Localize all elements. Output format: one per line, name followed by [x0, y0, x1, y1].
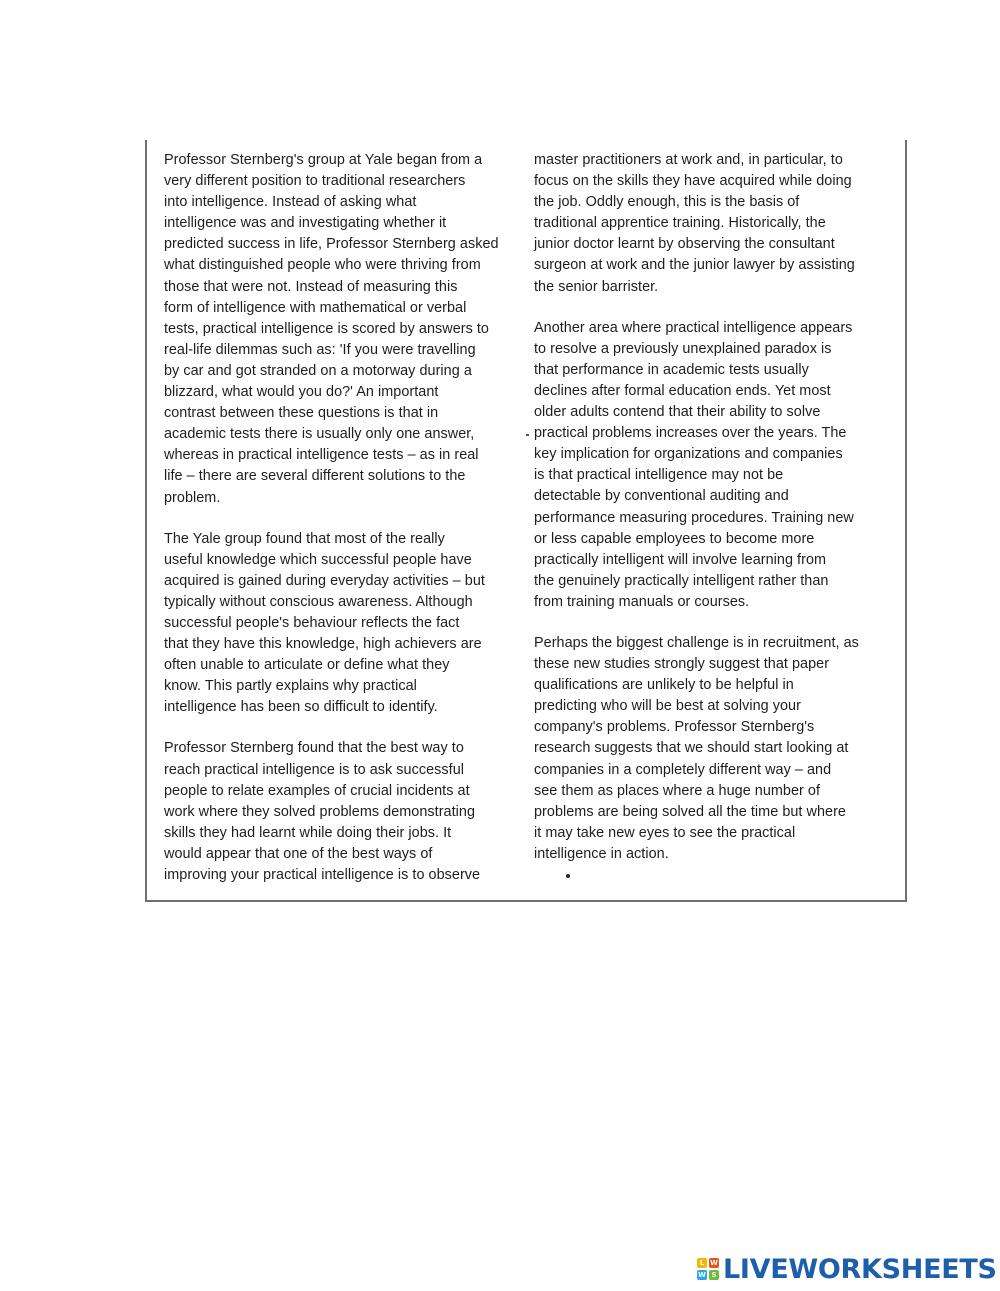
text-line: practical problems increases over the years. The — [534, 425, 847, 442]
text-line: Professor Sternberg's group at Yale began from a — [164, 152, 483, 168]
text-line: research suggests that we should start looking at — [534, 740, 849, 757]
text-line: that performance in academic tests usually — [534, 361, 809, 378]
text-line: is that practical intelligence may not be — [534, 467, 784, 484]
text-line: key implication for organizations and companies — [534, 446, 843, 463]
stray-mark — [526, 434, 529, 436]
text-line: blizzard, what would you do?' An important — [164, 384, 439, 401]
text-line: qualifications are unlikely to be helpful in — [534, 677, 794, 694]
text-line: surgeon at work and the junior lawyer by assisting — [534, 257, 855, 274]
text-line: the senior barrister. — [534, 278, 659, 295]
text-line: Another area where practical intelligence appears — [534, 319, 853, 336]
left-column — [164, 150, 524, 906]
text-line: intelligence was and investigating whether it — [164, 215, 447, 232]
text-line: typically without conscious awareness. Although — [164, 593, 473, 610]
text-line: company's problems. Professor Sternberg's — [534, 719, 815, 736]
right-column — [534, 150, 892, 885]
text-line: life – there are several different solutions to the — [164, 468, 466, 485]
logo-cell: S — [709, 1270, 719, 1280]
paragraph — [534, 633, 892, 865]
text-line: reach practical intelligence is to ask successful — [164, 761, 464, 778]
text-line: what distinguished people who were thriving from — [164, 257, 481, 274]
text-line: know. This partly explains why practical — [164, 678, 417, 695]
text-line: master practitioners at work and, in particular, to — [534, 152, 843, 168]
text-line: the genuinely practically intelligent rather than — [534, 572, 829, 589]
text-line: detectable by conventional auditing and — [534, 488, 789, 505]
text-line: very different position to traditional researchers — [164, 173, 466, 190]
text-line: older adults contend that their ability to solve — [534, 404, 821, 421]
text-line: see them as places where a huge number of — [534, 782, 821, 799]
text-line: problems are being solved all the time but where — [534, 803, 846, 820]
text-line: tests, practical intelligence is scored by answers to — [164, 320, 489, 337]
text-line: junior doctor learnt by observing the consultant — [534, 236, 835, 253]
text-line: practically intelligent will involve learning from — [534, 551, 827, 568]
paragraph — [164, 150, 524, 509]
text-line: it may take new eyes to see the practical — [534, 824, 796, 841]
liveworksheets-logo-icon — [697, 1258, 719, 1280]
logo-cell: L — [697, 1258, 707, 1268]
text-line: traditional apprentice training. Historically, the — [534, 215, 826, 232]
text-line: or less capable employees to become more — [534, 530, 815, 547]
text-line: often unable to articulate or define what they — [164, 657, 450, 674]
text-line: from training manuals or courses. — [534, 593, 750, 610]
text-line: intelligence has been so difficult to identify. — [164, 699, 438, 716]
text-line: that they have this knowledge, high achievers are — [164, 636, 482, 653]
paragraph — [164, 529, 524, 719]
text-line: focus on the skills they have acquired while doing — [534, 173, 852, 190]
text-line: those that were not. Instead of measuring this — [164, 278, 458, 295]
text-line: contrast between these questions is that in — [164, 405, 439, 422]
text-line: Professor Sternberg found that the best way to — [164, 740, 464, 757]
text-line: acquired is gained during everyday activities – but — [164, 572, 485, 589]
text-line: Perhaps the biggest challenge is in recruitment, as — [534, 634, 859, 651]
text-line: declines after formal education ends. Yet most — [534, 382, 831, 399]
paragraph — [164, 738, 524, 886]
text-line: companies in a completely different way – and — [534, 761, 832, 778]
text-line: academic tests there is usually only one answer, — [164, 426, 475, 443]
text-line: work where they solved problems demonstrating — [164, 803, 475, 820]
liveworksheets-watermark[interactable] — [697, 1254, 997, 1284]
text-line: the job. Oddly enough, this is the basis of — [534, 194, 800, 211]
text-line: into intelligence. Instead of asking what — [164, 194, 417, 211]
text-line: these new studies strongly suggest that paper — [534, 656, 830, 673]
text-line: whereas in practical intelligence tests – as in real — [164, 447, 479, 464]
text-line: would appear that one of the best ways of — [164, 845, 433, 862]
text-line: predicted success in life, Professor Sternberg asked — [164, 236, 499, 253]
text-line: successful people's behaviour reflects the fact — [164, 614, 460, 631]
text-line: form of intelligence with mathematical or verbal — [164, 299, 467, 316]
text-line: intelligence in action. — [534, 845, 669, 862]
text-line: The Yale group found that most of the really — [164, 530, 445, 547]
paragraph — [534, 150, 892, 298]
text-line: real-life dilemmas such as: 'If you were travelling — [164, 341, 476, 358]
text-line: problem. — [164, 489, 221, 506]
text-line: predicting who will be best at solving your — [534, 698, 801, 715]
text-line: skills they had learnt while doing their jobs. It — [164, 824, 452, 841]
logo-cell: W — [710, 1259, 718, 1267]
text-line: useful knowledge which successful people have — [164, 551, 472, 568]
paragraph — [534, 318, 892, 613]
watermark-text: LIVEWORKSHEETS — [723, 1253, 997, 1285]
logo-cell: W — [698, 1271, 706, 1279]
text-line: performance measuring procedures. Training new — [534, 509, 854, 526]
stray-dot — [566, 874, 570, 878]
text-line: people to relate examples of crucial incidents at — [164, 782, 470, 799]
text-line: improving your practical intelligence is to observe — [164, 867, 481, 883]
text-line: by car and got stranded on a motorway during a — [164, 362, 472, 379]
text-line: to resolve a previously unexplained paradox is — [534, 340, 832, 357]
